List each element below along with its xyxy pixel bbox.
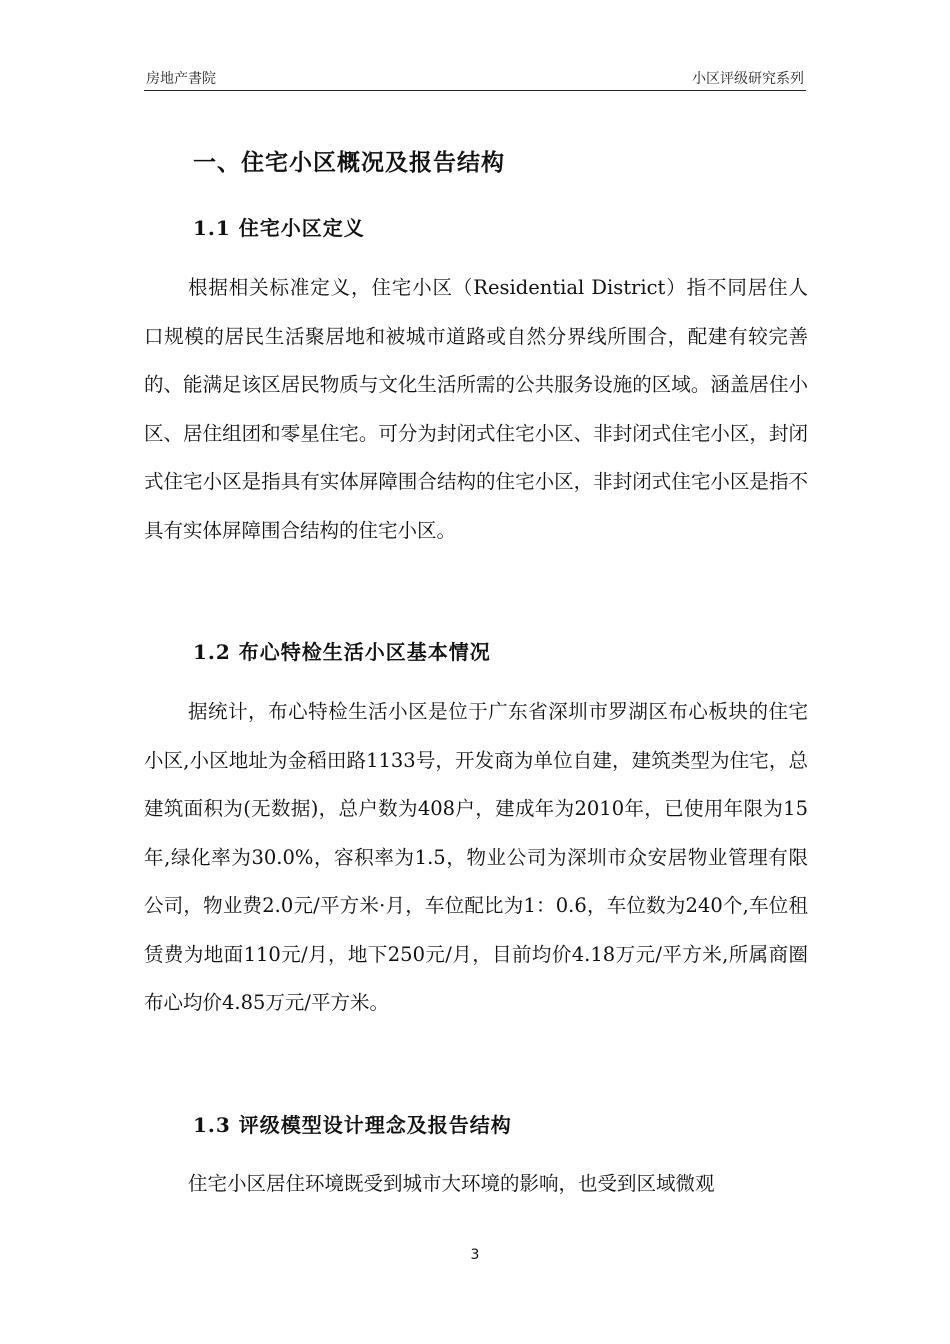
paragraph-definition: 根据相关标准定义，住宅小区（Residential District）指不同居住人口规模的居民生活聚居地和被城市道路或自然分界线所围合，配建有较完善的、能满足该区居民物质与文化生活所需的公共服务设施的区域。涵盖居住小区、居住组团和零星住宅。可分为封闭式住宅小区、非封闭式住宅小区，封闭式住宅小区是指具有实体屏障围合结构的住宅小区，非封闭式住宅小区是指不具有实体屏障围合结构的住宅小区。 xyxy=(144,276,808,542)
header-publisher: 房地产書院 xyxy=(146,71,216,87)
subsection-title-1-3: 1.3 评级模型设计理念及报告结构 xyxy=(193,1113,512,1137)
paragraph-model-design: 住宅小区居住环境既受到城市大环境的影响，也受到区域微观 xyxy=(188,1172,715,1195)
header-series: 小区评级研究系列 xyxy=(692,71,804,87)
page-header xyxy=(144,64,806,91)
paragraph-basic-info: 据统计，布心特检生活小区是位于广东省深圳市罗湖区布心板块的住宅小区,小区地址为金稻田路1133号，开发商为单位自建，建筑类型为住宅，总建筑面积为(无数据)，总户数为408户，建成年为2010年，已使用年限为15年,绿化率为30.0%，容积率为1.5，物业公司为深圳市众安居物业管理有限公司，物业费2.0元/平方米·月，车位配比为1：0.6，车位数为240个,车位租赁费为地面110元/月，地下250元/月，目前均价4.18万元/平方米,所属商圈布心均价4.85万元/平方米。 xyxy=(144,700,808,1014)
subsection-title-1-1: 1.1 住宅小区定义 xyxy=(193,216,365,240)
page-number: 3 xyxy=(470,1247,480,1263)
subsection-title-1-2: 1.2 布心特检生活小区基本情况 xyxy=(193,640,491,664)
section-title: 一、住宅小区概况及报告结构 xyxy=(193,149,505,176)
